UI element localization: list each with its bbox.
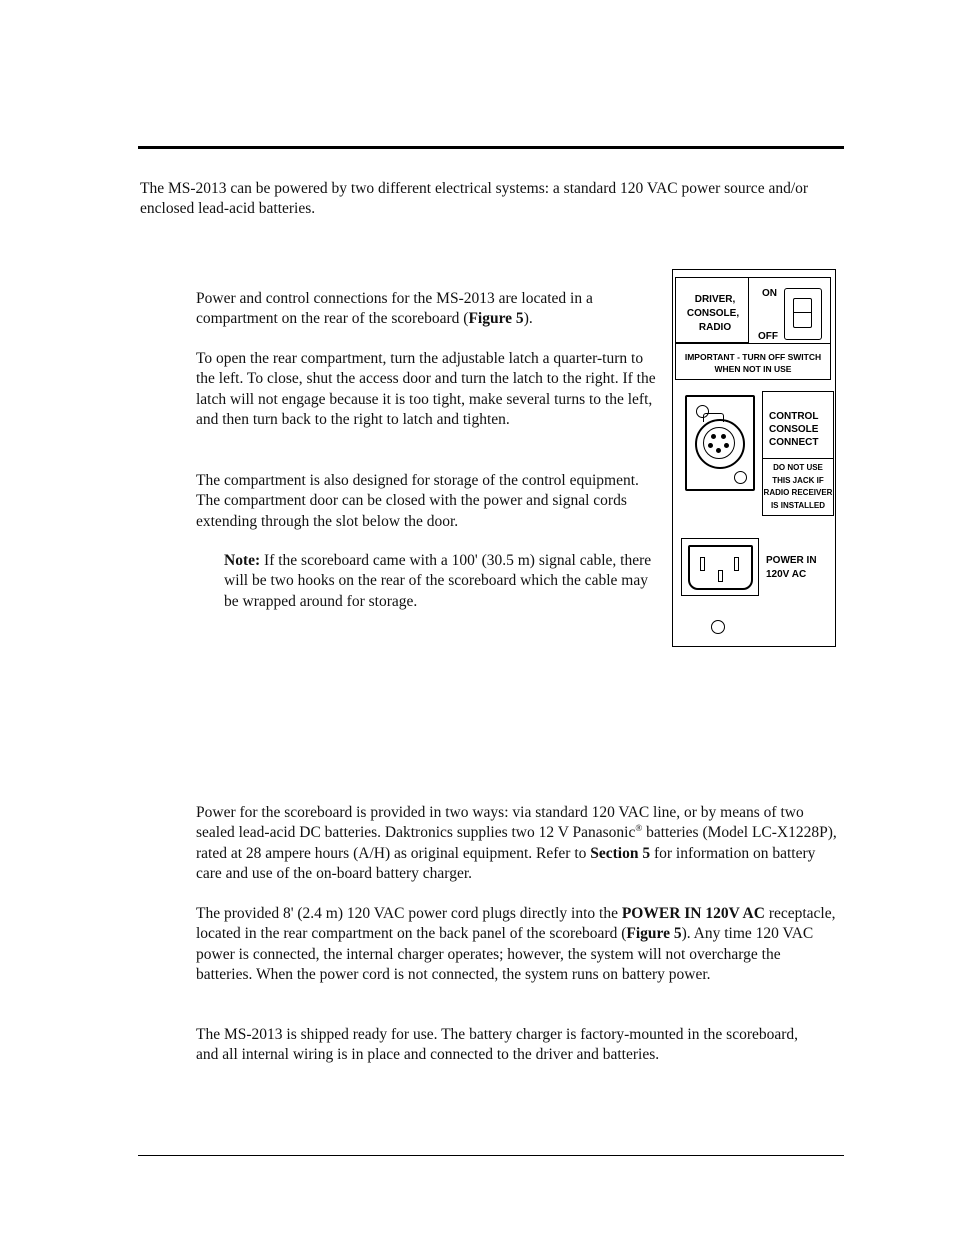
- control-divider: [763, 458, 833, 459]
- mount-screw-icon: [734, 471, 747, 484]
- radio-warning: DO NOT USE THIS JACK IF RADIO RECEIVER IS INSTALLED: [763, 463, 833, 510]
- connections-text-b: ).: [523, 310, 533, 328]
- control-console-box: [762, 391, 834, 516]
- figure-reference: Figure 5: [468, 310, 524, 328]
- power-switch-box: [675, 277, 831, 380]
- power-paragraph-3: The MS-2013 is shipped ready for use. The battery charger is factory-mounted in the scoreboard, and all internal wiring is in place and connected to the driver and batteries.: [196, 1026, 799, 1064]
- xlr-connector-icon[interactable]: [695, 419, 745, 469]
- footer-rule: [138, 1155, 844, 1156]
- off-label: OFF: [758, 331, 778, 342]
- header-rule: [138, 146, 844, 149]
- power-paragraph-2: The provided 8' (2.4 m) 120 VAC power cord plugs directly into the POWER IN 120V AC receptacle, located in the rear compartment on the back panel of the scoreboard (Figure 5). Any time 120 VAC power is connected, the internal charger operates; however, the system will not overcharge the batteries. When the power cord is not connected, the system runs on battery power.: [196, 905, 836, 983]
- connections-paragraph-1: [196, 289, 636, 330]
- power-in-reference: POWER IN 120V AC: [621, 905, 765, 922]
- note-label: Note:: [224, 552, 261, 569]
- rocker-switch[interactable]: [784, 288, 822, 340]
- important-warning: IMPORTANT - TURN OFF SWITCH WHEN NOT IN USE: [684, 352, 822, 374]
- driver-label: DRIVER, CONSOLE, RADIO: [686, 294, 740, 333]
- switch-divider: [676, 343, 830, 344]
- power-inlet-icon[interactable]: [688, 545, 753, 590]
- control-console-label: CONTROL CONSOLE CONNECT: [769, 411, 819, 448]
- connections-paragraph-3: The compartment is also designed for storage of the control equipment. The compartment door can be closed with the power and signal cords extending through the slot below the door.: [196, 472, 639, 530]
- rocker-switch-toggle: [793, 298, 812, 328]
- section-reference: Section 5: [590, 844, 651, 862]
- panel-hole-icon: [711, 620, 725, 634]
- on-label: ON: [762, 288, 777, 299]
- figure-reference: Figure 5: [626, 925, 682, 943]
- rear-panel-figure: [672, 269, 836, 647]
- power-in-label: POWER IN 120V AC: [766, 555, 817, 580]
- connections-paragraph-2: To open the rear compartment, turn the adjustable latch a quarter-turn to the left. To close, shut the access door and turn the latch to the right. If the latch will not engage because it is too tight, make several turns to the left, and then turn back to the right to latch and tighten.: [196, 350, 656, 428]
- intro-paragraph: The MS-2013 can be powered by two different electrical systems: a standard 120 VAC power source and/or enclosed lead-acid batteries.: [140, 180, 809, 218]
- storage-note: [224, 551, 654, 612]
- note-text: If the scoreboard came with a 100' (30.5 m) signal cable, there will be two hooks on the rear of the scoreboard which the cable may be wrapped around for storage.: [224, 552, 652, 610]
- xlr-jack-mount: [685, 395, 755, 491]
- power-paragraph-1: Power for the scoreboard is provided in two ways: via standard 120 VAC line, or by means of two sealed lead-acid DC batteries. Daktronics supplies two 12 V Panasonic® batteries (Model LC-X1228P), rated at 28 ampere hours (A/H) as original equipment. Refer to Section 5 for information on battery care and use of the on-board battery charger.: [196, 804, 837, 882]
- connections-text-a: Power and control connections for the MS-2013 are located in a compartment on the rear of the scoreboard (: [196, 290, 593, 328]
- power-inlet-mount: [681, 538, 759, 596]
